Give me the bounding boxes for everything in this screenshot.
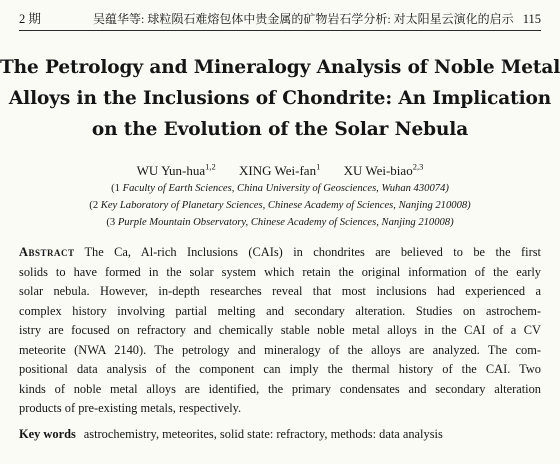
abstract-line: istry are focused on refractory and chemically stable noble metal alloys in the CAI of a CV bbox=[19, 323, 541, 337]
abstract-text: The Ca, Al-rich Inclusions (CAIs) in chondrites are believed to be the first bbox=[84, 245, 541, 259]
affiliation-1 bbox=[0, 183, 560, 194]
affiliation-text: Faculty of Earth Sciences, China University of Geosciences, Wuhan 430074) bbox=[122, 183, 449, 194]
author bbox=[137, 163, 216, 179]
abstract-line: positional data analysis of the component can imply the thermal history of the CAI. Two bbox=[19, 362, 541, 376]
abstract-line: kinds of noble metal alloys are identified, the primary condensates and secondary alteration bbox=[19, 381, 541, 396]
affiliation-3 bbox=[0, 217, 560, 228]
page-number: 115 bbox=[522, 12, 541, 26]
author bbox=[239, 163, 320, 179]
author-affiliation-mark: 2,3 bbox=[412, 161, 424, 172]
author-affiliation-mark: 1 bbox=[316, 161, 321, 172]
author bbox=[344, 163, 424, 179]
abstract-line bbox=[19, 243, 541, 263]
abstract-line: solar nebula. However, in-depth researches reveal that most inclusions had experienced a bbox=[19, 284, 541, 298]
author-affiliation-mark: 1,2 bbox=[205, 161, 216, 172]
author-name: XU Wei-biao bbox=[343, 163, 413, 178]
affiliation-text: Key Laboratory of Planetary Sciences, Chinese Academy of Sciences, Nanjing 210008) bbox=[100, 200, 471, 211]
title-line-3: on the Evolution of the Solar Nebula bbox=[91, 119, 469, 140]
title-line-2: Alloys in the Inclusions of Chondrite: An Implication bbox=[8, 88, 552, 109]
affiliation-2 bbox=[0, 200, 560, 211]
abstract-line: meteorite (NWA 2140). The petrology and mineralogy of the alloys are analyzed. The com- bbox=[19, 342, 541, 357]
affiliation-number: (3 bbox=[106, 217, 116, 228]
keywords-text: astrochemistry, meteorites, solid state: refractory, methods: data analysis bbox=[83, 427, 443, 441]
affiliation-text: Purple Mountain Observatory, Chinese Academy of Sciences, Nanjing 210008) bbox=[117, 217, 454, 228]
author-name: WU Yun-hua bbox=[136, 163, 206, 178]
abstract bbox=[19, 243, 541, 419]
abstract-line: products of pre-existing metals, respectively. bbox=[19, 401, 242, 415]
affiliation-number: (2 bbox=[89, 200, 99, 211]
keywords-label: Key words bbox=[19, 427, 76, 441]
running-header bbox=[19, 8, 541, 31]
abstract-line: solids to have formed in the solar system which retain the original information of the early bbox=[19, 264, 541, 279]
keywords bbox=[19, 427, 541, 442]
title-line-1: The Petrology and Mineralogy Analysis of Noble Metal bbox=[0, 57, 560, 78]
author-list bbox=[0, 163, 560, 179]
issue-number: 2 期 bbox=[19, 12, 41, 26]
running-title: 吴蕴华等: 球粒陨石难熔包体中贵金属的矿物岩石学分析: 对太阳星云演化的启示 bbox=[93, 12, 514, 26]
affiliation-number: (1 bbox=[111, 183, 120, 194]
abstract-label: Abstract bbox=[19, 245, 75, 259]
author-name: XING Wei-fan bbox=[239, 163, 317, 178]
abstract-line: complex history involving partial melting and secondary alteration. Studies on astrochem- bbox=[19, 303, 541, 318]
